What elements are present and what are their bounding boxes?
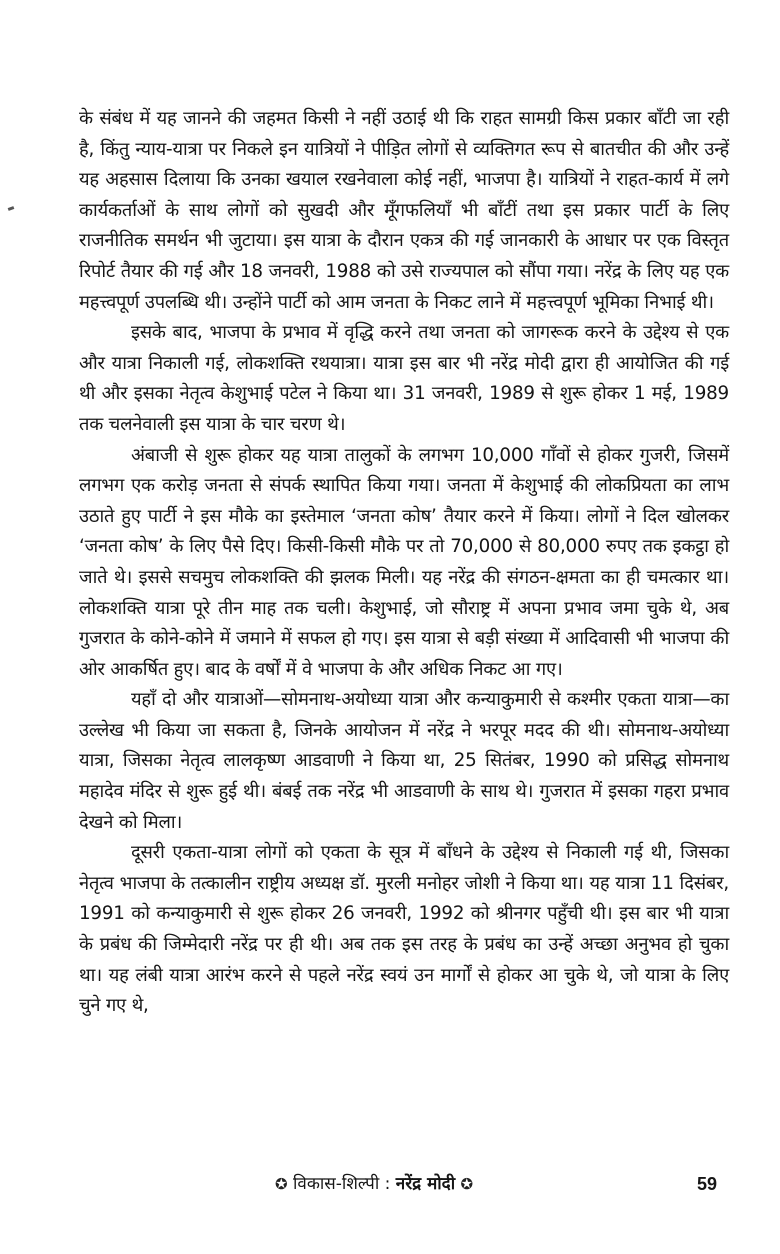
page-body (79, 104, 729, 1022)
flower-ornament-icon: ✪ (460, 1175, 474, 1193)
page-number: 59 (697, 1174, 718, 1194)
page-footer (0, 1170, 780, 1198)
paragraph-3: अंबाजी से शुरू होकर यह यात्रा तालुकों के लगभग 10,000 गाँवों से होकर गुजरी, जिसमें लगभग एक करोड़ जनता से संपर्क स्थापित किया गया। जनता में केशुभाई की लोकप्रियता का लाभ उठाते हुए पार्टी ने इस मौके का इस्तेमाल ‘जनता कोष’ तैयार करने में किया। लोगों ने दिल खोलकर ‘जनता कोष’ के लिए पैसे दिए। किसी-किसी मौके पर तो 70,000 से 80,000 रुपए तक इकट्ठा हो जाते थे। इससे सचमुच लोकशक्ति की झलक मिली। यह नरेंद्र की संगठन-क्षमता का ही चमत्कार था। लोकशक्ति यात्रा पूरे तीन माह तक चली। केशुभाई, जो सौराष्ट्र में अपना प्रभाव जमा चुके थे, अब गुजरात के कोने-कोने में जमाने में सफल हो गए। इस यात्रा से बड़ी संख्या में आदिवासी भी भाजपा की ओर आकर्षित हुए। बाद के वर्षों में वे भाजपा के और अधिक निकट आ गए। (79, 444, 729, 680)
flower-ornament-icon: ✪ (275, 1175, 288, 1193)
paragraph-1: के संबंध में यह जानने की जहमत किसी ने नहीं उठाई थी कि राहत सामग्री किस प्रकार बाँटी जा रही है, किंतु न्याय-यात्रा पर निकले इन यात्रियों ने पीड़ित लोगों से व्यक्तिगत रूप से बातचीत की और उन्हें यह अहसास दिलाया कि उनका खयाल रखनेवाला कोई नहीं, भाजपा है। यात्रियों ने राहत-कार्य में लगे कार्यकर्ताओं के साथ लोगों को सुखदी और मूँगफलियाँ भी बाँटीं तथा इस प्रकार पार्टी के लिए राजनीतिक समर्थन भी जुटाया। इस यात्रा के दौरान एकत्र की गई जानकारी के आधार पर एक विस्तृत रिपोर्ट तैयार की गई और 18 जनवरी, 1988 को उसे राज्यपाल को सौंपा गया। नरेंद्र के लिए यह एक महत्त्वपूर्ण उपलब्धि थी। उन्होंने पार्टी को आम जनता के निकट लाने में महत्त्वपूर्ण भूमिका निभाई थी। (79, 108, 729, 313)
paragraph-2: इसके बाद, भाजपा के प्रभाव में वृद्धि करने तथा जनता को जागरूक करने के उद्देश्य से एक और यात्रा निकाली गई, लोकशक्ति रथयात्रा। यात्रा इस बार भी नरेंद्र मोदी द्वारा ही आयोजित की गई थी और इसका नेतृत्व केशुभाई पटेल ने किया था। 31 जनवरी, 1989 से शुरू होकर 1 मई, 1989 तक चलनेवाली इस यात्रा के चार चरण थे। (79, 322, 729, 435)
paragraph-4: यहाँ दो और यात्राओं—सोमनाथ-अयोध्या यात्रा और कन्याकुमारी से कश्मीर एकता यात्रा—का उल्लेख भी किया जा सकता है, जिनके आयोजन में नरेंद्र ने भरपूर मदद की थी। सोमनाथ-अयोध्या यात्रा, जिसका नेतृत्व लालकृष्ण आडवाणी ने किया था, 25 सितंबर, 1990 को प्रसिद्ध सोमनाथ महादेव मंदिर से शुरू हुई थी। बंबई तक नरेंद्र भी आडवाणी के साथ थे। गुजरात में इसका गहरा प्रभाव देखने को मिला। (79, 689, 729, 833)
margin-ink-mark (8, 206, 15, 211)
paragraph-5: दूसरी एकता-यात्रा लोगों को एकता के सूत्र में बाँधने के उद्देश्य से निकाली गई थी, जिसका नेतृत्व भाजपा के तत्कालीन राष्ट्रीय अध्यक्ष डॉ. मुरली मनोहर जोशी ने किया था। यह यात्रा 11 दिसंबर, 1991 को कन्याकुमारी से शुरू होकर 26 जनवरी, 1992 को श्रीनगर पहुँची थी। इस बार भी यात्रा के प्रबंध की जिम्मेदारी नरेंद्र पर ही थी। अब तक इस तरह के प्रबंध का उन्हें अच्छा अनुभव हो चुका था। यह लंबी यात्रा आरंभ करने से पहले नरेंद्र स्वयं उन मार्गों से होकर आ चुके थे, जो यात्रा के लिए चुने गए थे, (79, 842, 729, 1017)
running-footer (275, 1170, 473, 1198)
book-title: विकास-शिल्पी : (292, 1174, 391, 1194)
author-name: नरेंद्र मोदी (395, 1174, 456, 1194)
